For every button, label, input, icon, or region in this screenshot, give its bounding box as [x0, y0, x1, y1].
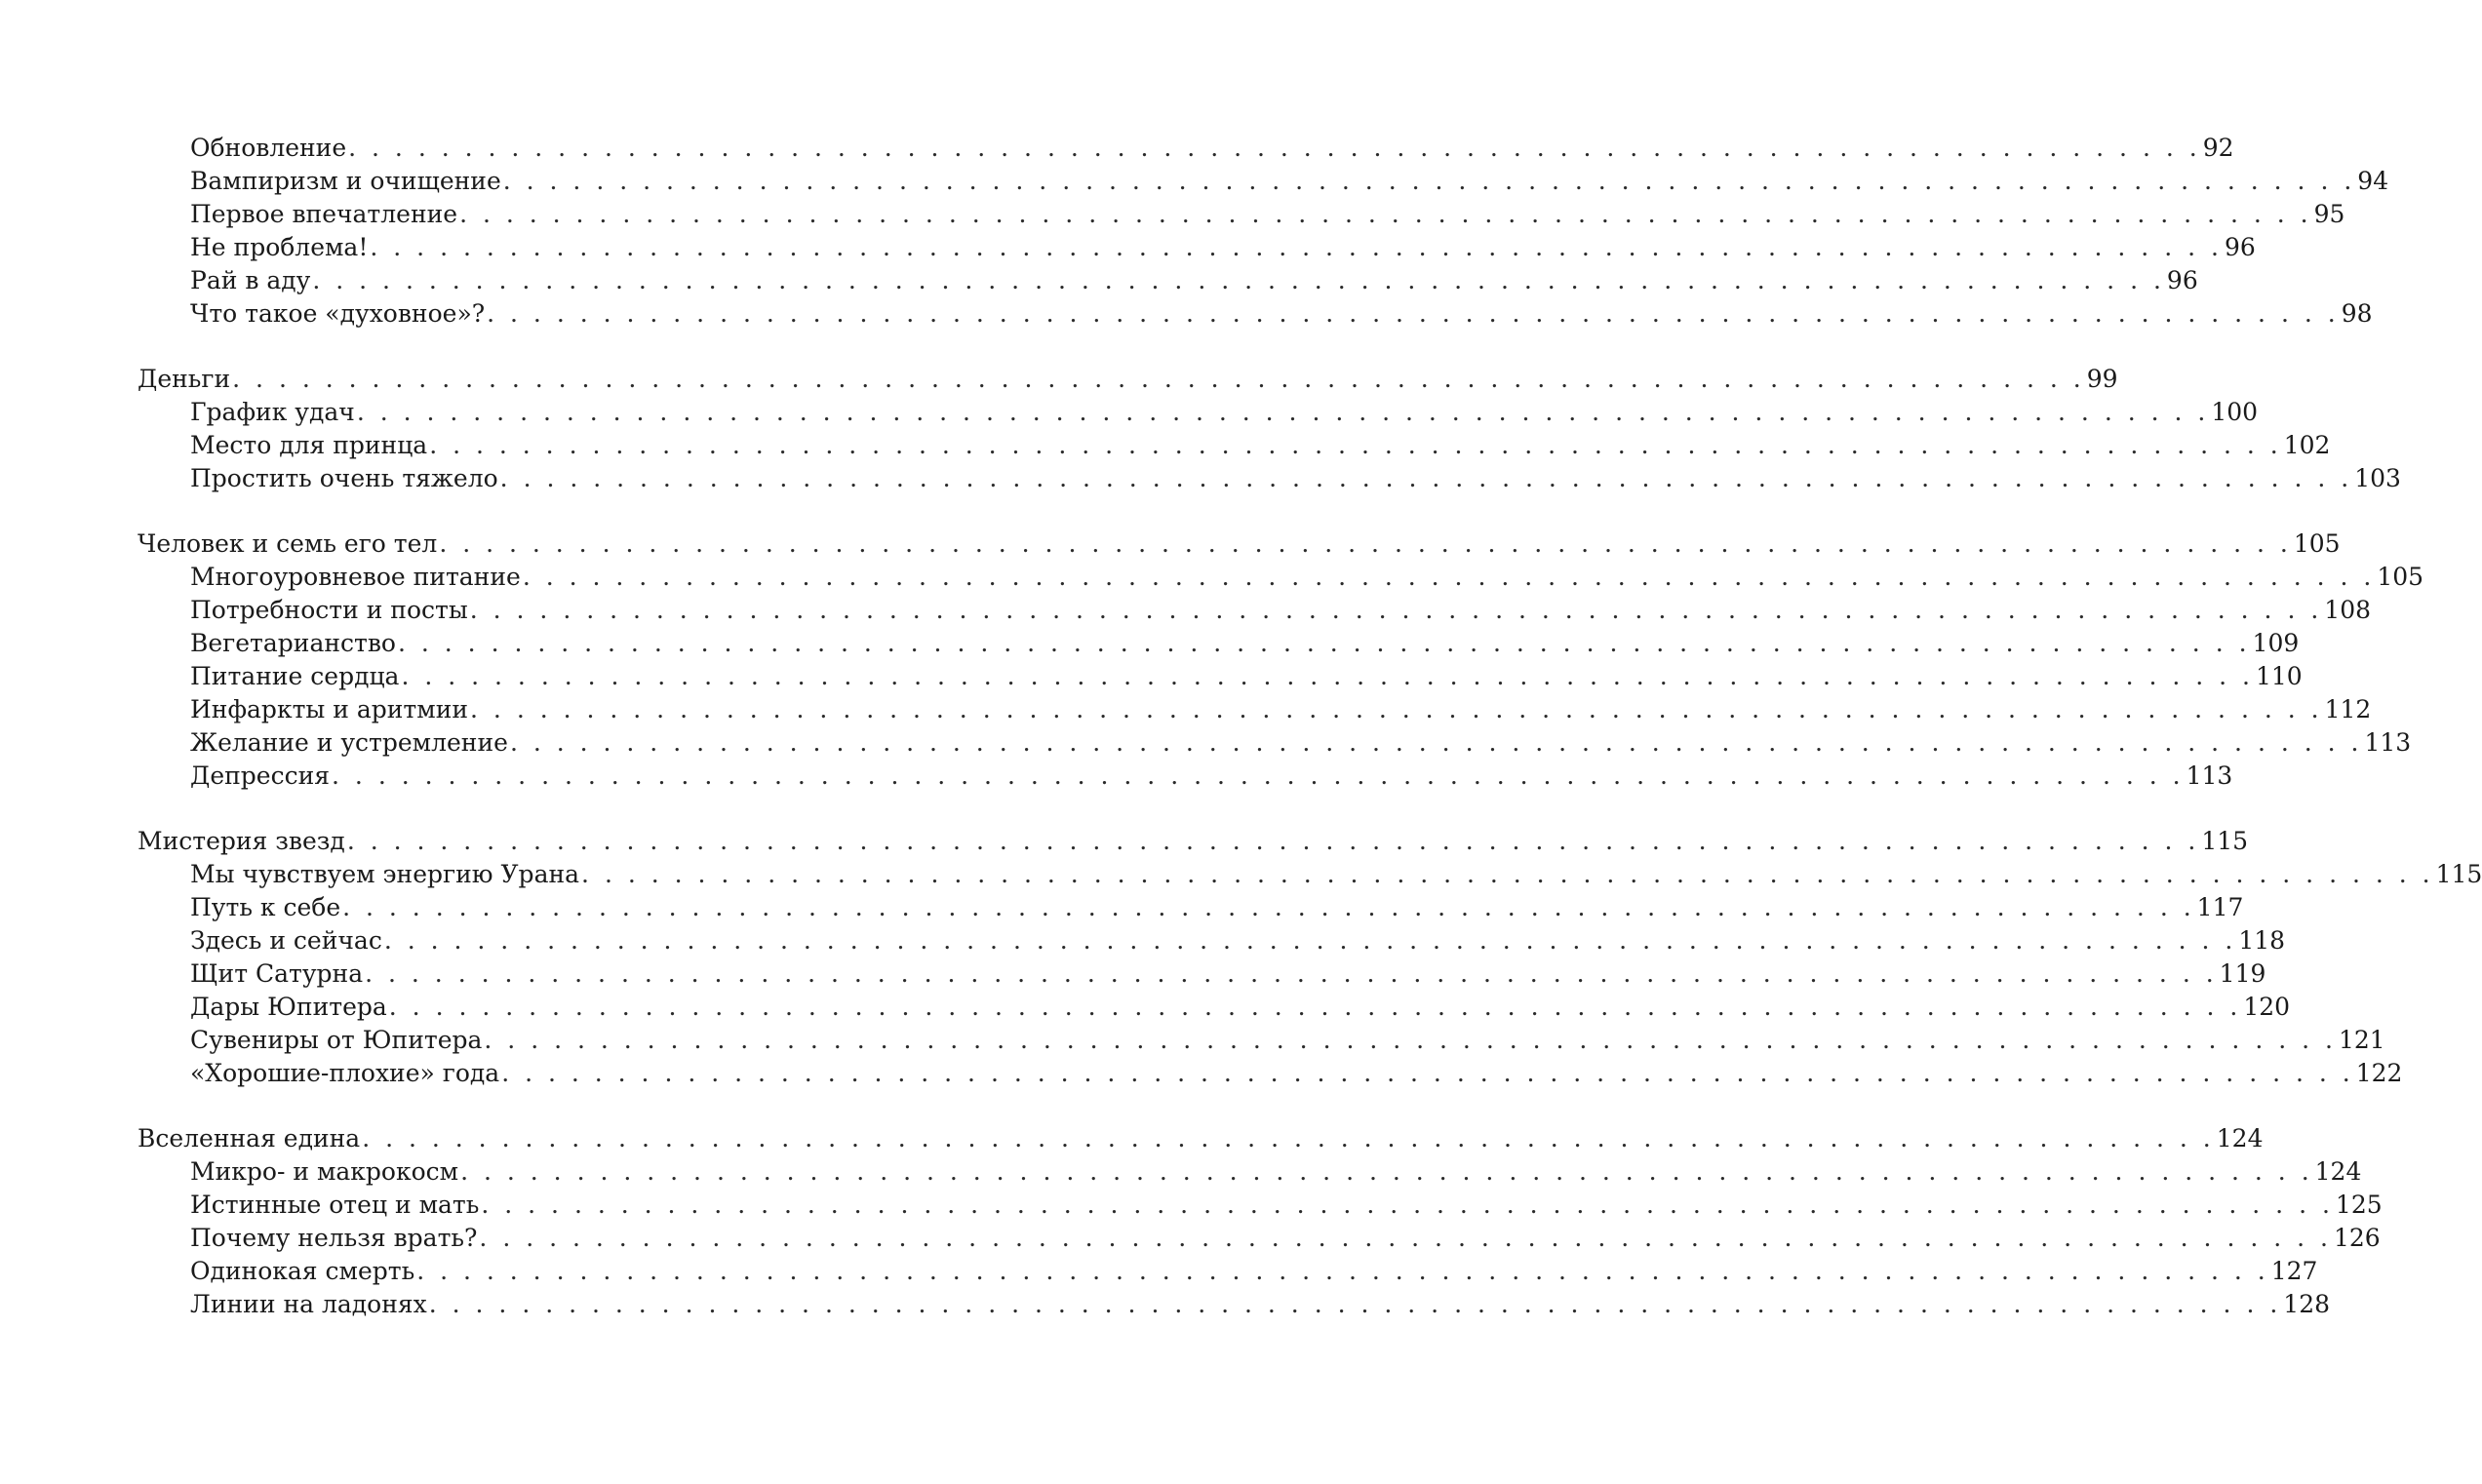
toc-chapter: [138, 527, 2341, 561]
dot-leader: . . . . . . . . . . . . . . . . . . . . . . . . . . . . . . . . . . . . . . . . . . . . . . . . . . . . . . . . . . . . . . . . . . . . . . . . . . . . . . . .: [348, 134, 2201, 162]
toc-entry-title: Что такое «духовное»?: [190, 299, 486, 328]
toc-entry: [190, 924, 2286, 957]
toc-entry-page: 94: [2357, 167, 2389, 195]
toc-entry-title: Сувениры от Юпитера: [190, 1026, 483, 1054]
toc-entry-title: Микро- и макрокосм: [190, 1157, 459, 1186]
toc-entry-page: 92: [2202, 134, 2234, 162]
toc-entry-title: Простить очень тяжело: [190, 464, 498, 492]
toc-entry: [190, 264, 2198, 297]
toc-entry-title: Инфаркты и аритмии: [190, 695, 469, 723]
toc-entry-title: Линии на ладонях: [190, 1290, 427, 1318]
toc-entry-page: 98: [2341, 299, 2373, 328]
dot-leader: . . . . . . . . . . . . . . . . . . . . . . . . . . . . . . . . . . . . . . . . . . . . . . . . . . . . . . . . . . . . . . . . . . . . . . . . . . . . . . . .: [332, 762, 2185, 790]
toc-chapter-page: 124: [2216, 1124, 2264, 1152]
dot-leader: . . . . . . . . . . . . . . . . . . . . . . . . . . . . . . . . . . . . . . . . . . . . . . . . . . . . . . . . . . . . . . . . . . . . . . . . . . . . . . . .: [428, 1290, 2282, 1318]
toc-entry-page: 118: [2238, 926, 2286, 955]
toc-entry: [190, 198, 2345, 231]
dot-leader: . . . . . . . . . . . . . . . . . . . . . . . . . . . . . . . . . . . . . . . . . . . . . . . . . . . . . . . . . . . . . . . . . . . . . . . . . . . . . . . .: [383, 926, 2237, 955]
toc-entry-page: 95: [2313, 200, 2345, 228]
dot-leader: . . . . . . . . . . . . . . . . . . . . . . . . . . . . . . . . . . . . . . . . . . . . . . . . . . . . . . . . . . . . . . . . . . . . . . . . . . . . . . . .: [484, 1026, 2337, 1054]
dot-leader: . . . . . . . . . . . . . . . . . . . . . . . . . . . . . . . . . . . . . . . . . . . . . . . . . . . . . . . . . . . . . . . . . . . . . . . . . . . . . . . .: [429, 431, 2282, 459]
dot-leader: . . . . . . . . . . . . . . . . . . . . . . . . . . . . . . . . . . . . . . . . . . . . . . . . . . . . . . . . . . . . . . . . . . . . . . . . . . . . . . . .: [481, 1191, 2334, 1219]
toc-chapter: [138, 363, 2118, 396]
toc-entry: [190, 1024, 2385, 1057]
toc-entry: [190, 1189, 2383, 1222]
toc-entry-page: 128: [2283, 1290, 2331, 1318]
toc-entry: [190, 561, 2424, 594]
toc-chapter-title: Вселенная едина: [138, 1124, 361, 1152]
toc-entry: [190, 594, 2372, 627]
dot-leader: . . . . . . . . . . . . . . . . . . . . . . . . . . . . . . . . . . . . . . . . . . . . . . . . . . . . . . . . . . . . . . . . . . . . . . . . . . . . . . . .: [346, 827, 2200, 855]
toc-entry: [190, 858, 2482, 891]
toc-entry-page: 108: [2324, 596, 2372, 624]
dot-leader: . . . . . . . . . . . . . . . . . . . . . . . . . . . . . . . . . . . . . . . . . . . . . . . . . . . . . . . . . . . . . . . . . . . . . . . . . . . . . . . .: [479, 1224, 2332, 1252]
toc-entry: [190, 991, 2291, 1024]
dot-leader: . . . . . . . . . . . . . . . . . . . . . . . . . . . . . . . . . . . . . . . . . . . . . . . . . . . . . . . . . . . . . . . . . . . . . . . . . . . . . . . .: [470, 695, 2323, 723]
toc-entry-title: Мы чувствуем энергию Урана: [190, 860, 580, 888]
toc-entry-title: Щит Сатурна: [190, 959, 364, 988]
toc-chapter-page: 115: [2201, 827, 2249, 855]
toc-entry-page: 124: [2314, 1157, 2362, 1186]
toc-entry-page: 112: [2324, 695, 2372, 723]
toc-entry-title: Обновление: [190, 134, 347, 162]
dot-leader: . . . . . . . . . . . . . . . . . . . . . . . . . . . . . . . . . . . . . . . . . . . . . . . . . . . . . . . . . . . . . . . . . . . . . . . . . . . . . . . .: [522, 563, 2376, 591]
toc-entry-page: 119: [2219, 959, 2266, 988]
toc-chapter-page: 99: [2086, 365, 2118, 393]
toc-chapter-title: Человек и семь его тел: [138, 529, 438, 558]
toc-entry-page: 105: [2377, 563, 2424, 591]
dot-leader: . . . . . . . . . . . . . . . . . . . . . . . . . . . . . . . . . . . . . . . . . . . . . . . . . . . . . . . . . . . . . . . . . . . . . . . . . . . . . . . .: [232, 365, 2085, 393]
toc-entry-page: 125: [2335, 1191, 2383, 1219]
toc-entry: [190, 132, 2234, 165]
dot-leader: . . . . . . . . . . . . . . . . . . . . . . . . . . . . . . . . . . . . . . . . . . . . . . . . . . . . . . . . . . . . . . . . . . . . . . . . . . . . . . . .: [499, 464, 2353, 492]
toc-entry: [190, 462, 2401, 495]
dot-leader: . . . . . . . . . . . . . . . . . . . . . . . . . . . . . . . . . . . . . . . . . . . . . . . . . . . . . . . . . . . . . . . . . . . . . . . . . . . . . . . .: [459, 200, 2312, 228]
dot-leader: . . . . . . . . . . . . . . . . . . . . . . . . . . . . . . . . . . . . . . . . . . . . . . . . . . . . . . . . . . . . . . . . . . . . . . . . . . . . . . . .: [509, 728, 2363, 757]
toc-entry-page: 110: [2256, 662, 2303, 690]
dot-leader: . . . . . . . . . . . . . . . . . . . . . . . . . . . . . . . . . . . . . . . . . . . . . . . . . . . . . . . . . . . . . . . . . . . . . . . . . . . . . . . .: [312, 266, 2165, 294]
dot-leader: . . . . . . . . . . . . . . . . . . . . . . . . . . . . . . . . . . . . . . . . . . . . . . . . . . . . . . . . . . . . . . . . . . . . . . . . . . . . . . . .: [501, 1059, 2354, 1087]
toc-entry-title: «Хорошие-плохие» года: [190, 1059, 500, 1087]
toc-entry-page: 109: [2252, 629, 2300, 657]
toc-entry: [190, 627, 2300, 660]
dot-leader: . . . . . . . . . . . . . . . . . . . . . . . . . . . . . . . . . . . . . . . . . . . . . . . . . . . . . . . . . . . . . . . . . . . . . . . . . . . . . . . .: [398, 629, 2251, 657]
toc-entry-title: Одинокая смерть: [190, 1257, 415, 1285]
dot-leader: . . . . . . . . . . . . . . . . . . . . . . . . . . . . . . . . . . . . . . . . . . . . . . . . . . . . . . . . . . . . . . . . . . . . . . . . . . . . . . . .: [469, 596, 2323, 624]
toc-entry-title: Не проблема!: [190, 233, 369, 261]
toc-entry: [190, 660, 2303, 693]
toc-chapter-title: Деньги: [138, 365, 231, 393]
toc-entry: [190, 957, 2266, 991]
toc-entry-title: Путь к себе: [190, 893, 341, 921]
toc-entry: [190, 429, 2331, 462]
toc-entry: [190, 231, 2256, 264]
toc-entry-title: Вампиризм и очищение: [190, 167, 501, 195]
toc-chapter: [138, 1122, 2264, 1155]
toc-entry-title: Место для принца: [190, 431, 428, 459]
toc-entry-title: Многоуровневое питание: [190, 563, 521, 591]
toc-entry: [190, 726, 2412, 760]
toc-entry-page: 121: [2338, 1026, 2385, 1054]
dot-leader: . . . . . . . . . . . . . . . . . . . . . . . . . . . . . . . . . . . . . . . . . . . . . . . . . . . . . . . . . . . . . . . . . . . . . . . . . . . . . . . .: [416, 1257, 2269, 1285]
toc-entry: [190, 1222, 2381, 1255]
toc-entry-title: Питание сердца: [190, 662, 400, 690]
toc-entry: [190, 1255, 2318, 1288]
toc-entry-title: Здесь и сейчас: [190, 926, 382, 955]
toc-entry-page: 117: [2196, 893, 2244, 921]
dot-leader: . . . . . . . . . . . . . . . . . . . . . . . . . . . . . . . . . . . . . . . . . . . . . . . . . . . . . . . . . . . . . . . . . . . . . . . . . . . . . . . .: [401, 662, 2254, 690]
toc-entry-page: 113: [2364, 728, 2412, 757]
dot-leader: . . . . . . . . . . . . . . . . . . . . . . . . . . . . . . . . . . . . . . . . . . . . . . . . . . . . . . . . . . . . . . . . . . . . . . . . . . . . . . . .: [502, 167, 2356, 195]
toc-entry-title: График удач: [190, 398, 355, 426]
toc-entry: [190, 165, 2389, 198]
toc-entry-title: Рай в аду: [190, 266, 311, 294]
dot-leader: . . . . . . . . . . . . . . . . . . . . . . . . . . . . . . . . . . . . . . . . . . . . . . . . . . . . . . . . . . . . . . . . . . . . . . . . . . . . . . . .: [362, 1124, 2215, 1152]
toc-entry-page: 113: [2186, 762, 2233, 790]
dot-leader: . . . . . . . . . . . . . . . . . . . . . . . . . . . . . . . . . . . . . . . . . . . . . . . . . . . . . . . . . . . . . . . . . . . . . . . . . . . . . . . .: [342, 893, 2195, 921]
dot-leader: . . . . . . . . . . . . . . . . . . . . . . . . . . . . . . . . . . . . . . . . . . . . . . . . . . . . . . . . . . . . . . . . . . . . . . . . . . . . . . . .: [487, 299, 2340, 328]
toc-entry-page: 122: [2355, 1059, 2403, 1087]
toc-entry-page: 102: [2283, 431, 2331, 459]
toc-entry: [190, 1288, 2331, 1321]
toc-entry: [190, 693, 2372, 726]
toc-entry: [190, 891, 2244, 924]
toc-entry-title: Депрессия: [190, 762, 331, 790]
dot-leader: . . . . . . . . . . . . . . . . . . . . . . . . . . . . . . . . . . . . . . . . . . . . . . . . . . . . . . . . . . . . . . . . . . . . . . . . . . . . . . . .: [460, 1157, 2313, 1186]
toc-entry-page: 100: [2211, 398, 2259, 426]
toc-entry: [190, 1155, 2362, 1189]
dot-leader: . . . . . . . . . . . . . . . . . . . . . . . . . . . . . . . . . . . . . . . . . . . . . . . . . . . . . . . . . . . . . . . . . . . . . . . . . . . . . . . .: [370, 233, 2223, 261]
toc-entry-title: Первое впечатление: [190, 200, 458, 228]
dot-leader: . . . . . . . . . . . . . . . . . . . . . . . . . . . . . . . . . . . . . . . . . . . . . . . . . . . . . . . . . . . . . . . . . . . . . . . . . . . . . . . .: [388, 993, 2242, 1021]
dot-leader: . . . . . . . . . . . . . . . . . . . . . . . . . . . . . . . . . . . . . . . . . . . . . . . . . . . . . . . . . . . . . . . . . . . . . . . . . . . . . . . .: [356, 398, 2210, 426]
toc-entry: [190, 760, 2233, 793]
dot-leader: . . . . . . . . . . . . . . . . . . . . . . . . . . . . . . . . . . . . . . . . . . . . . . . . . . . . . . . . . . . . . . . . . . . . . . . . . . . . . . . .: [365, 959, 2218, 988]
toc-chapter-page: 105: [2293, 529, 2341, 558]
toc-entry: [190, 1057, 2403, 1090]
dot-leader: . . . . . . . . . . . . . . . . . . . . . . . . . . . . . . . . . . . . . . . . . . . . . . . . . . . . . . . . . . . . . . . . . . . . . . . . . . . . . . . .: [439, 529, 2292, 558]
toc-entry-page: 120: [2243, 993, 2291, 1021]
toc-entry: [190, 396, 2259, 429]
toc-entry-page: 96: [2166, 266, 2198, 294]
toc-entry-page: 103: [2354, 464, 2401, 492]
toc-entry-title: Желание и устремление: [190, 728, 508, 757]
toc-entry-title: Потребности и посты: [190, 596, 468, 624]
toc-entry-title: Истинные отец и мать: [190, 1191, 480, 1219]
toc-entry-page: 127: [2270, 1257, 2318, 1285]
toc-chapter: [138, 825, 2249, 858]
toc-chapter-title: Мистерия звезд: [138, 827, 345, 855]
toc-entry-title: Дары Юпитера: [190, 993, 387, 1021]
toc-entry-title: Вегетарианство: [190, 629, 396, 657]
toc-entry-page: 115: [2435, 860, 2482, 888]
toc-entry-page: 126: [2333, 1224, 2381, 1252]
toc-entry-title: Почему нельзя врать?: [190, 1224, 478, 1252]
toc-entry-page: 96: [2224, 233, 2256, 261]
dot-leader: . . . . . . . . . . . . . . . . . . . . . . . . . . . . . . . . . . . . . . . . . . . . . . . . . . . . . . . . . . . . . . . . . . . . . . . . . . . . . . . .: [581, 860, 2434, 888]
toc-entry: [190, 297, 2373, 331]
